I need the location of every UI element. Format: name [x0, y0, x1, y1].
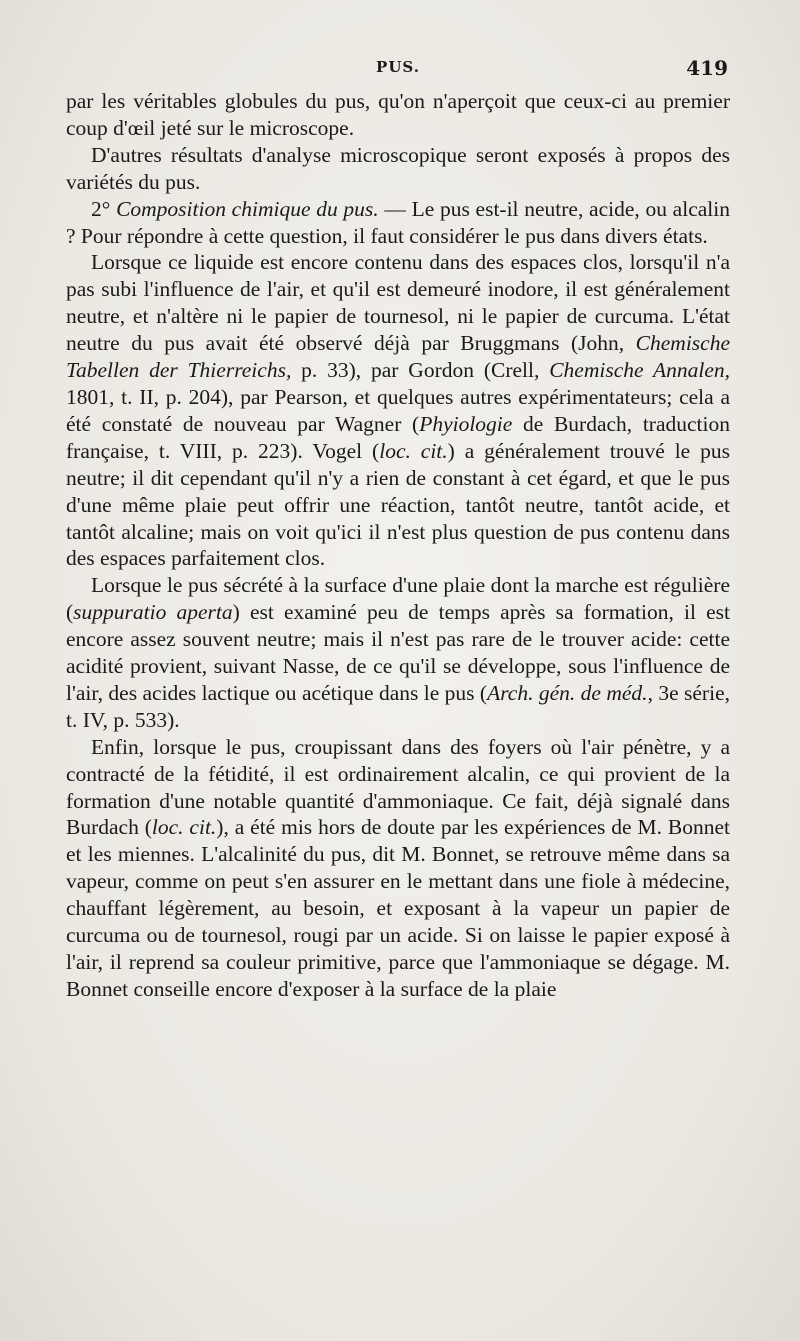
text-run: — Le pus est-il neutre, acide, ou alcalin ? Pour répondre à cette question, il faut considérer le pus dans divers états. — [66, 196, 730, 248]
italic-text: Phyiologie — [419, 411, 513, 436]
text-run: 2° — [91, 196, 117, 221]
text-run: , 3e série, t. IV, p. 533). — [66, 680, 730, 732]
text-run: 1801, t. II, p. 204), par Pearson, et quelques autres expérimentateurs; cela a été constaté de nouveau par Wagner ( — [66, 384, 730, 436]
text-run: Enfin, lorsque le pus, croupissant dans des foyers où l'air pénètre, y a contracté de la fétidité, il est ordinairement alcalin, ce qui provient de la formation d'une notable quantité d'ammoniaque. Ce fait, déjà signalé dans Burdach ( — [66, 734, 730, 840]
text-run: Lorsque le pus sécrété à la surface d'une plaie dont la marche est régulière ( — [66, 573, 730, 625]
paragraph — [66, 734, 730, 1003]
italic-text: Arch. gén. de méd. — [487, 680, 648, 705]
paragraph — [66, 249, 730, 572]
italic-text: Chemische Annalen, — [549, 358, 730, 383]
paragraph — [66, 142, 730, 196]
italic-text: Composition chimique du pus. — [116, 196, 379, 221]
italic-text: loc. cit. — [379, 438, 448, 463]
page-header — [66, 58, 730, 86]
text-run: ) a généralement trouvé le pus neutre; il dit cependant qu'il n'y a rien de constant à cet égard, et que le pus d'une même plaie peut offrir une réaction, tantôt neutre, tantôt acide, et tantôt alcaline; mais on voit qu'ici il n'est plus question de pus contenu dans des espaces parfaitement clos. — [66, 438, 730, 571]
body-text — [66, 88, 730, 1003]
italic-text: loc. cit. — [151, 815, 217, 840]
italic-text: Chemische Tabellen der Thierreichs, — [66, 331, 730, 383]
italic-text: suppuratio aperta — [73, 600, 233, 625]
text-run: par les véritables globules du pus, qu'on n'aperçoit que ceux-ci au premier coup d'œil jeté sur le microscope. — [66, 89, 730, 140]
text-run: de Burdach, traduction française, t. VIII, p. 223). Vogel ( — [66, 411, 731, 463]
text-run: ), a été mis hors de doute par les expériences de M. Bonnet et les miennes. L'alcalinité du pus, dit M. Bonnet, se retrouve même dans sa vapeur, comme on peut s'en assurer en le mettant dans une fiole à médecine, chauffant légèrement, au besoin, et exposant à la vapeur un papier de curcuma ou de tournesol, rougi par un acide. Si on laisse le papier exposé à l'air, il reprend sa couleur primitive, parce que l'ammoniaque se dégage. M. Bonnet conseille encore d'exposer à la surface de la plaie — [66, 815, 730, 1001]
paragraph — [66, 196, 730, 250]
text-run: Lorsque ce liquide est encore contenu dans des espaces clos, lorsqu'il n'a pas subi l'influence de l'air, et qu'il est demeuré inodore, il est généralement neutre, et n'altère ni le papier de tournesol, ni le papier de curcuma. L'état neutre du pus avait été observé déjà par Bruggmans (John, — [66, 250, 730, 356]
page-number: 419 — [686, 56, 728, 80]
paragraph — [66, 88, 730, 142]
text-run: p. 33), par Gordon (Crell, — [291, 358, 550, 383]
text-run: D'autres résultats d'analyse microscopique seront exposés à propos des variétés du pus. — [66, 142, 730, 194]
paragraph — [66, 572, 730, 733]
text-run: ) est examiné peu de temps après sa formation, il est encore assez souvent neutre; mais il n'est pas rare de le trouver acide: cette acidité provient, suivant Nasse, de ce qu'il se développe, sous l'influence de l'air, des acides lactique ou acétique dans le pus ( — [66, 600, 730, 705]
running-head: PUS. — [376, 58, 420, 76]
